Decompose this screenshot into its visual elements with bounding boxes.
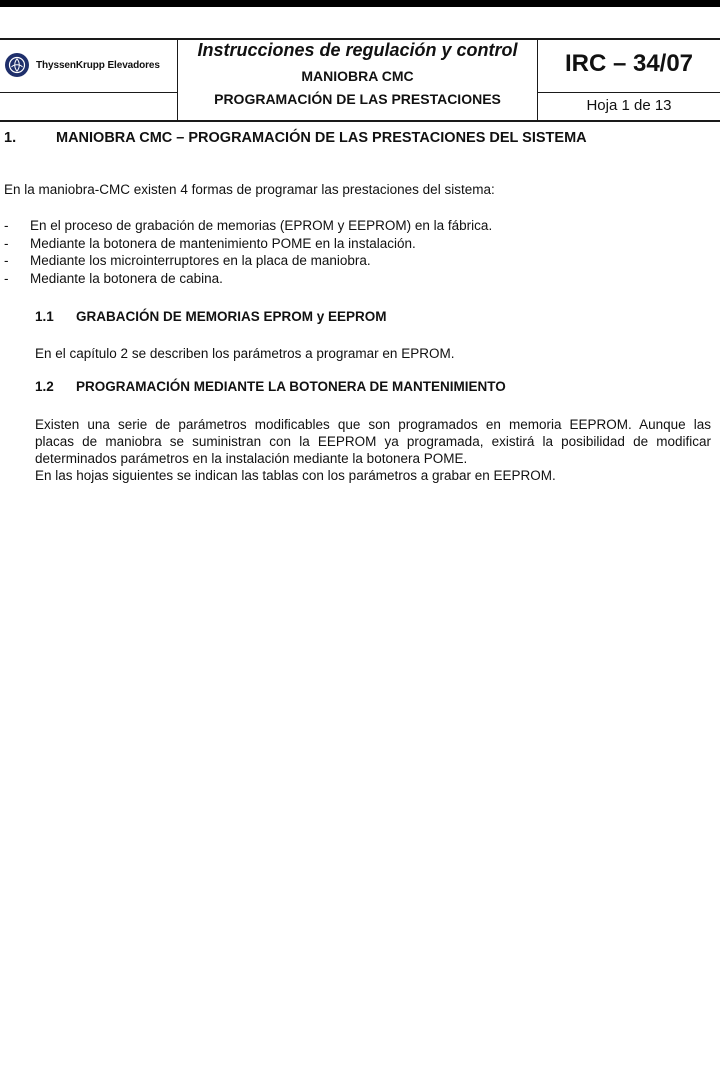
subsection-number: 1.1: [35, 309, 54, 324]
subsection-1-2-text: [35, 416, 711, 484]
document-subtitle-2: PROGRAMACIÓN DE LAS PRESTACIONES: [214, 91, 501, 107]
list-item-text: Mediante la botonera de mantenimiento POME en la instalación.: [30, 235, 416, 251]
section-heading: [4, 130, 587, 146]
subsection-heading-1-1: [35, 309, 387, 324]
document-header: [0, 38, 720, 121]
subsection-title: GRABACIÓN DE MEMORIAS EPROM y EEPROM: [76, 309, 387, 324]
title-cell: [177, 38, 538, 121]
subsection-number: 1.2: [35, 379, 54, 394]
section-title: MANIOBRA CMC – PROGRAMACIÓN DE LAS PRESTACIONES DEL SISTEMA: [56, 130, 587, 146]
bullet-marker: -: [4, 218, 9, 233]
top-border-bar: [0, 0, 720, 7]
list-item: [4, 252, 492, 270]
paragraph-line: En las hojas siguientes se indican las tablas con los parámetros a grabar en EEPROM.: [35, 468, 556, 483]
list-item: [4, 270, 492, 288]
list-item-text: Mediante los microinterruptores en la placa de maniobra.: [30, 253, 371, 268]
document-title: Instrucciones de regulación y control: [197, 40, 518, 60]
thyssenkrupp-logo-icon: [5, 53, 29, 77]
paragraph-line: determinados parámetros en la instalación mediante la botonera POME.: [35, 451, 468, 466]
programming-methods-list: [4, 217, 492, 287]
document-subtitle-1: MANIOBRA CMC: [301, 68, 414, 84]
section-intro: En la maniobra-CMC existen 4 formas de programar las prestaciones del sistema:: [4, 182, 495, 197]
subsection-heading-1-2: [35, 379, 506, 394]
sheet-cell: [538, 92, 720, 121]
list-item-text: En el proceso de grabación de memorias (EPROM y EEPROM) en la fábrica.: [30, 218, 493, 233]
bullet-marker: -: [4, 235, 9, 251]
bullet-marker: -: [4, 270, 9, 286]
bullet-marker: -: [4, 253, 9, 268]
logo-cell: [0, 38, 177, 92]
company-name: ThyssenKrupp Elevadores: [36, 59, 160, 71]
code-cell: [538, 38, 720, 92]
logo-bottom-rule: [0, 92, 177, 93]
paragraph-line: placas de maniobra se suministran con la EEPROM ya programada, existirá la posibilidad de modificar: [35, 434, 711, 449]
list-item: [4, 217, 492, 235]
document-code: IRC – 34/07: [564, 50, 694, 77]
subsection-title: PROGRAMACIÓN MEDIANTE LA BOTONERA DE MANTENIMIENTO: [76, 379, 506, 394]
list-item: [4, 235, 492, 253]
subsection-1-1-text: En el capítulo 2 se describen los parámetros a programar en EPROM.: [35, 346, 455, 361]
list-item-text: Mediante la botonera de cabina.: [30, 270, 223, 286]
section-number: 1.: [4, 130, 17, 146]
paragraph-line: Existen una serie de parámetros modificables que son programados en memoria EEPROM. Aunque las: [35, 417, 711, 432]
sheet-number: Hoja 1 de 13: [586, 97, 672, 114]
